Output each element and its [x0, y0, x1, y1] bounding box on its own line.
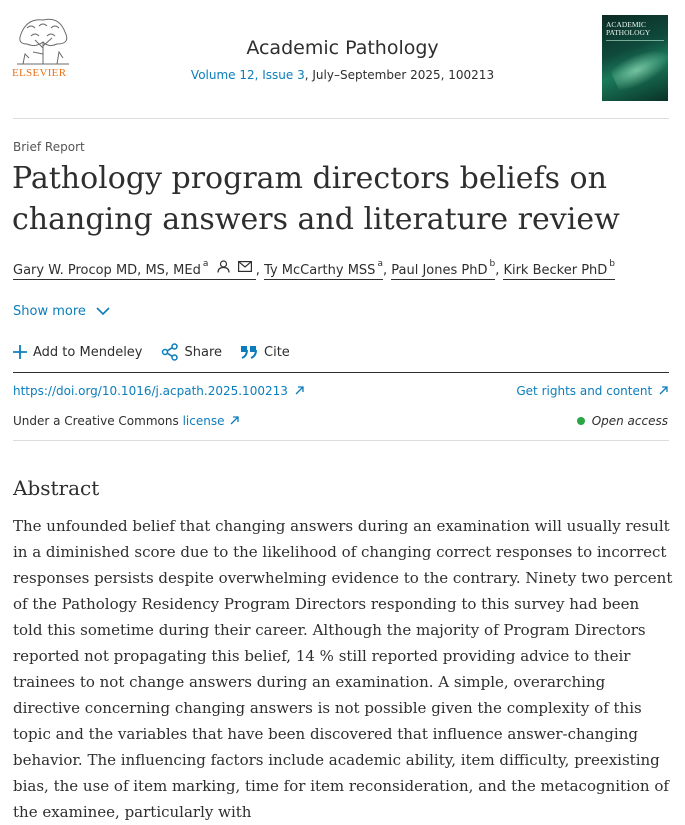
rights-text: Get rights and content [516, 384, 653, 398]
author-affiliation: b [609, 259, 616, 269]
cover-title-line1: ACADEMIC [606, 20, 647, 29]
divider [13, 372, 669, 373]
article-title: Pathology program directors beliefs on changing answers and literature review [12, 161, 620, 237]
author-name: Gary W. Procop MD, MS, MEd [13, 263, 201, 278]
share-icon [161, 343, 179, 361]
author-link[interactable] [264, 259, 383, 280]
author-affiliation: b [489, 259, 496, 269]
author-affiliation: a [377, 259, 383, 269]
article-type: Brief Report [13, 140, 85, 154]
rights-link[interactable] [516, 384, 668, 398]
add-to-mendeley-button[interactable] [13, 343, 143, 361]
mendeley-label: Add to Mendeley [33, 344, 143, 360]
show-more-label: Show more [13, 304, 86, 319]
divider [13, 118, 669, 119]
cover-artwork [608, 42, 668, 95]
share-label: Share [184, 344, 223, 360]
email-icon[interactable] [238, 261, 252, 276]
cite-label: Cite [264, 344, 290, 360]
publisher-name: ELSEVIER [12, 67, 67, 79]
external-link-icon [295, 386, 304, 395]
abstract-text: The unfounded belief that changing answers during an examination will usually result in a diminished score due to the likelihood of changing correct responses to incorrect responses persists despite overwhelming evidence to the contrary. Ninety two percent of the Pathology Residency Program Directors responding to this survey had been told this sometime during their career. Although the majority of Program Directors reported not propagating this belief, 14 % still reported providing advice to their trainees to not change answers during an examination. A simple, overarching directive concerning changing answers is not possible given the complexity of this topic and the variables that have been discovered that influence answer-changing behavior. The influencing factors include academic ability, item difficulty, preexisting bias, the use of item marking, time for item reconsideration, and the metacognition of the examinee, particularly with [13, 517, 673, 821]
author-name: Kirk Becker PhD [503, 263, 608, 278]
author-list: Gary W. Procop MD, MS, MEd $^a$ , Ty McCarthy MSS $^a$, Paul Jones PhD $^b$, Kirk Becker PhD $^b$ [13, 259, 616, 278]
open-access-label: Open access [591, 414, 668, 428]
volume-issue-link[interactable]: Volume 12, Issue 3 [190, 68, 305, 82]
cover-title [606, 21, 650, 37]
author-affiliation: a [202, 259, 209, 269]
author-link[interactable] [503, 259, 616, 280]
external-link-icon [659, 386, 668, 395]
license-link-text: license [182, 414, 225, 428]
cite-button[interactable] [240, 343, 290, 361]
open-access-badge [577, 414, 668, 428]
journal-title[interactable]: Academic Pathology [246, 37, 439, 59]
show-more-button[interactable] [13, 304, 110, 319]
share-button[interactable] [161, 343, 223, 361]
journal-cover[interactable] [602, 15, 668, 101]
external-link-icon [230, 416, 239, 425]
issue-details: , July–September 2025, 100213 [304, 68, 495, 82]
chevron-down-icon [96, 307, 110, 316]
author-link[interactable] [13, 259, 256, 280]
open-access-dot-icon [577, 417, 585, 425]
doi-link[interactable] [13, 384, 304, 398]
article-toolbar [13, 343, 290, 361]
license-prefix: Under a Creative Commons [13, 414, 179, 428]
issue-line [0, 68, 685, 82]
abstract-heading: Abstract [13, 476, 100, 500]
cover-title-line2: PATHOLOGY [606, 28, 651, 37]
author-name: Ty McCarthy MSS [264, 263, 376, 278]
license-line [13, 414, 239, 428]
author-link[interactable] [391, 259, 496, 280]
divider [13, 440, 669, 441]
quote-icon [240, 345, 258, 359]
doi-text: https://doi.org/10.1016/j.acpath.2025.100213 [13, 384, 288, 398]
plus-icon [13, 345, 27, 359]
person-icon [217, 260, 230, 277]
license-link[interactable] [183, 414, 240, 428]
author-name: Paul Jones PhD [391, 263, 488, 278]
